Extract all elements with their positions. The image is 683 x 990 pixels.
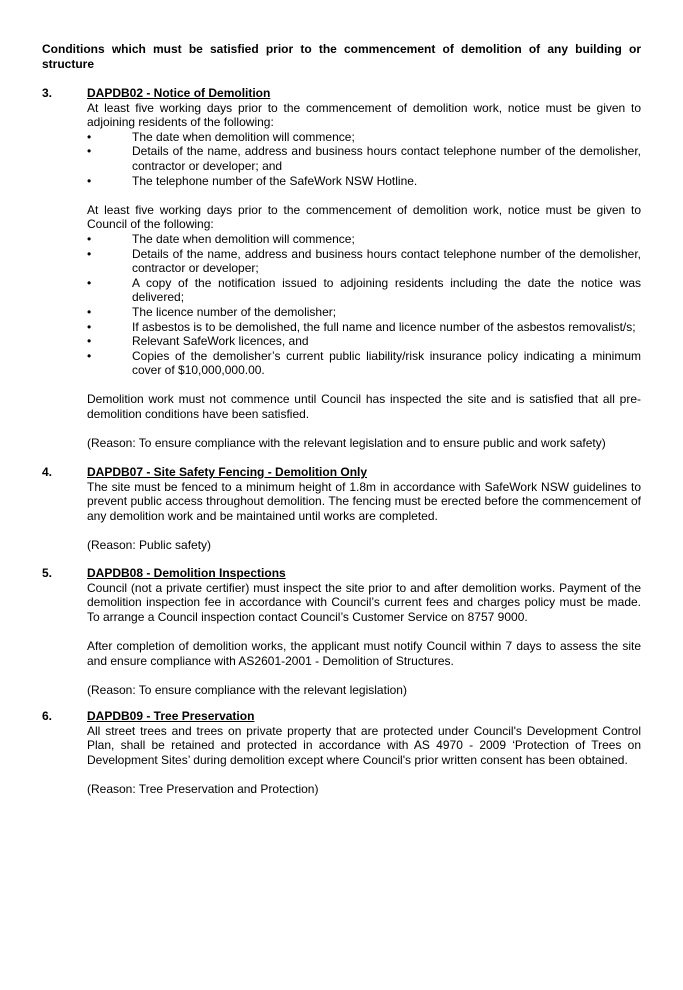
condition-4 <box>42 465 641 553</box>
section-heading: Conditions which must be satisfied prior to the commencement of demolition of any building or structure <box>42 42 641 71</box>
condition-body <box>87 465 641 553</box>
condition-5 <box>42 566 641 697</box>
list-item: • The licence number of the demolisher; <box>87 305 641 320</box>
condition-number: 6. <box>42 709 53 723</box>
condition-3 <box>42 86 641 451</box>
list-item: • Details of the name, address and business hours contact telephone number of the demolisher, contractor or developer; and <box>87 144 641 173</box>
list-item: • A copy of the notification issued to adjoining residents including the date the notice was delivered; <box>87 276 641 305</box>
condition-reason: (Reason: To ensure compliance with the relevant legislation and to ensure public and work safety) <box>87 436 606 451</box>
condition-paragraph: At least five working days prior to the commencement of demolition work, notice must be given to Council of the following: <box>87 202 641 232</box>
list-item: • Relevant SafeWork licences, and <box>87 334 641 349</box>
condition-6 <box>42 709 641 797</box>
condition-body <box>87 86 641 451</box>
condition-body <box>87 709 641 797</box>
list-item: • The telephone number of the SafeWork NSW Hotline. <box>87 174 641 189</box>
condition-paragraph: After completion of demolition works, the applicant must notify Council within 7 days to assess the site and ensure compliance with AS2601-2001 - Demolition of Structures. <box>87 638 641 668</box>
list-item: • Copies of the demolisher’s current public liability/risk insurance policy indicating a minimum cover of $10,000,000.00. <box>87 349 641 378</box>
list-item: • Details of the name, address and business hours contact telephone number of the demolisher, contractor or developer; <box>87 247 641 276</box>
condition-number: 3. <box>42 86 53 100</box>
condition-paragraph: Council (not a private certifier) must inspect the site prior to and after demolition works. Payment of the demolition inspection fee in accordance with Council’s current fees and charges policy must be made. To arrange a Council inspection contact Council’s Customer Service on 8757 9000. <box>87 580 641 624</box>
condition-reason: (Reason: Tree Preservation and Protection) <box>87 781 319 796</box>
condition-title: DAPDB09 - Tree Preservation <box>87 709 255 723</box>
condition-number: 4. <box>42 465 53 479</box>
condition-title: DAPDB07 - Site Safety Fencing - Demolition Only <box>87 465 368 479</box>
bullet-list <box>87 130 641 188</box>
bullet-list <box>87 232 641 378</box>
condition-paragraph: At least five working days prior to the commencement of demolition work, notice must be given to adjoining residents of the following: <box>87 100 641 130</box>
list-item: • The date when demolition will commence; <box>87 130 641 145</box>
condition-number: 5. <box>42 566 53 580</box>
list-item: • The date when demolition will commence; <box>87 232 641 247</box>
condition-title: DAPDB08 - Demolition Inspections <box>87 566 286 580</box>
condition-paragraph: Demolition work must not commence until Council has inspected the site and is satisfied that all pre-demolition conditions have been satisfied. <box>87 392 641 422</box>
condition-title: DAPDB02 - Notice of Demolition <box>87 86 271 100</box>
condition-reason: (Reason: To ensure compliance with the relevant legislation) <box>87 682 407 697</box>
condition-reason: (Reason: Public safety) <box>87 537 212 552</box>
condition-body <box>87 566 641 697</box>
condition-paragraph: The site must be fenced to a minimum height of 1.8m in accordance with SafeWork NSW guidelines to prevent public access throughout demolition. The fencing must be erected before the commencement of any demolition work and be maintained until works are completed. <box>87 479 641 523</box>
condition-paragraph: All street trees and trees on private property that are protected under Council's Development Control Plan, shall be retained and protected in accordance with AS 4970 - 2009 ‘Protection of Trees on Development Sites’ during demolition except where Council's prior written consent has been obtained. <box>87 723 641 767</box>
list-item: • If asbestos is to be demolished, the full name and licence number of the asbestos removalist/s; <box>87 320 641 335</box>
